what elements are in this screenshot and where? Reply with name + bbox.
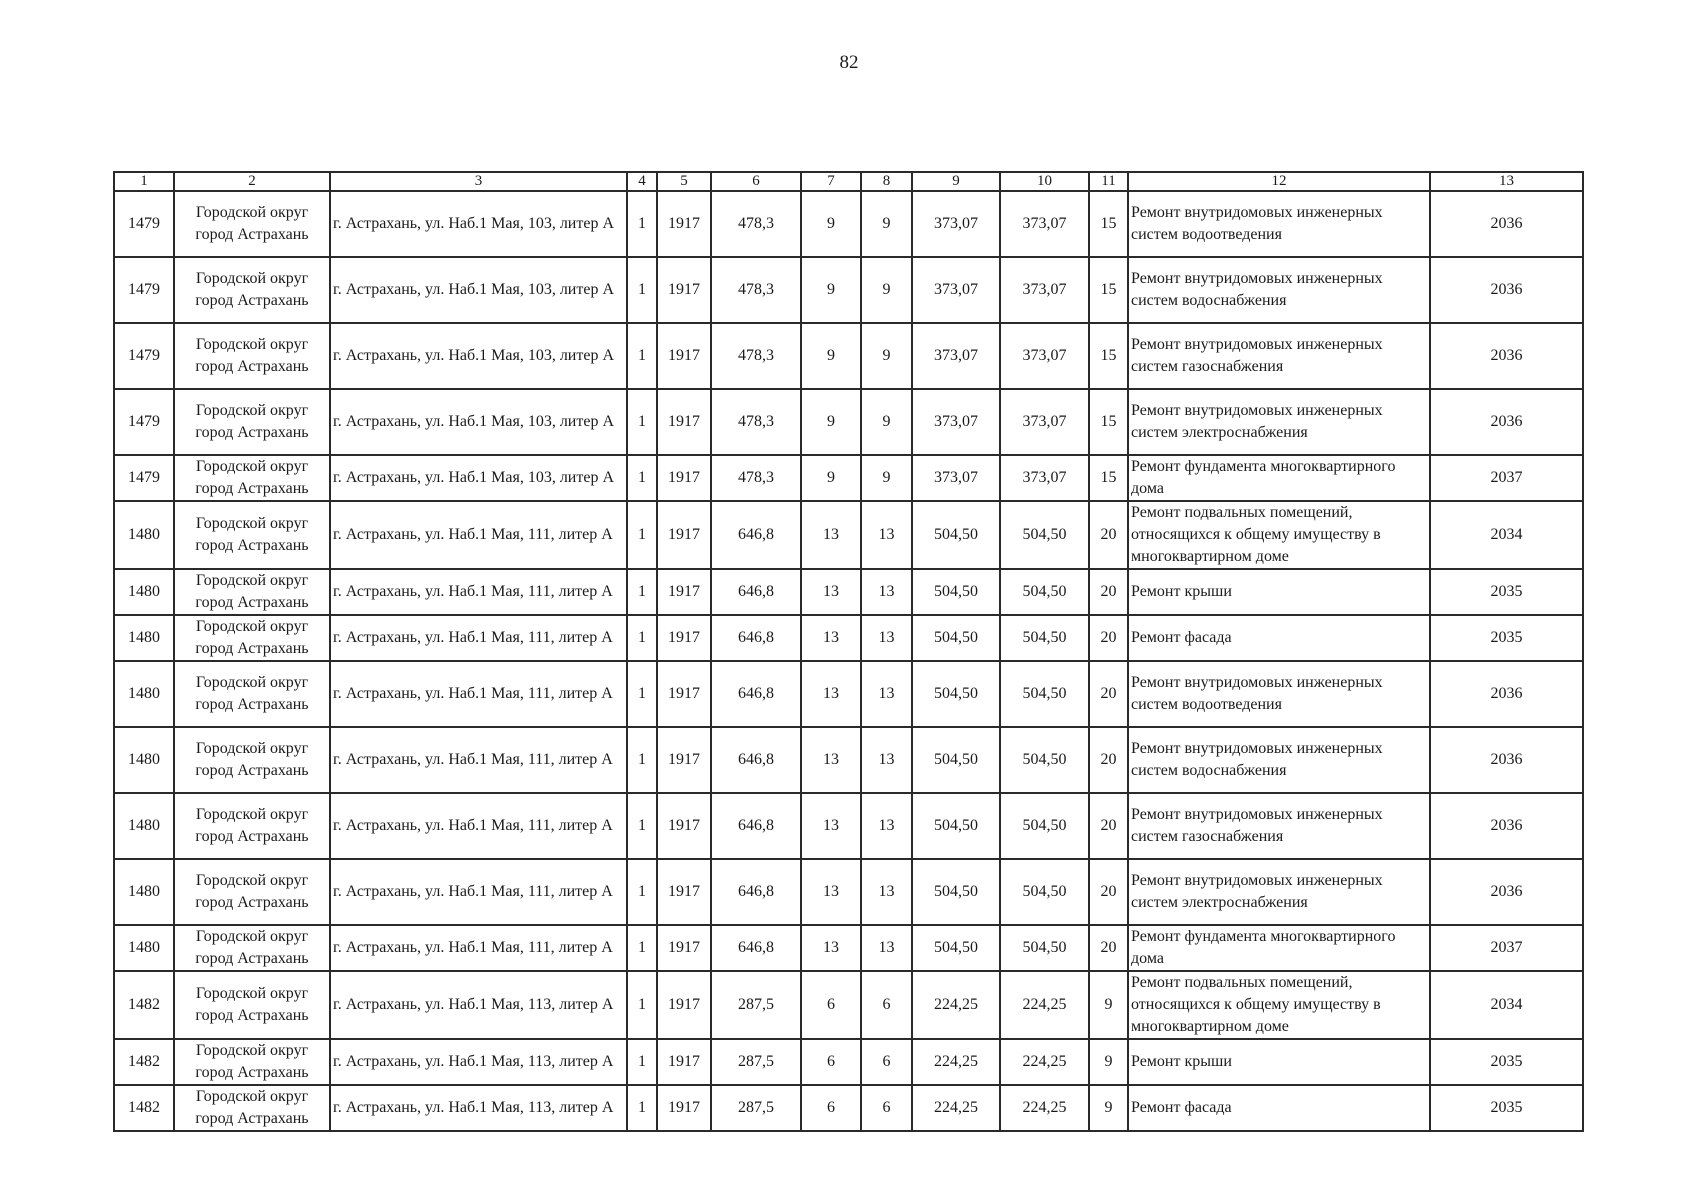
cell-address: г. Астрахань, ул. Наб.1 Мая, 111, литер А <box>330 615 627 661</box>
cell-municipality: Городской округ город Астрахань <box>174 615 330 661</box>
cell-row-id: 1480 <box>114 859 174 925</box>
cell-build-year: 1917 <box>657 661 711 727</box>
cell-owned-area: 504,50 <box>1000 793 1089 859</box>
table-row <box>114 727 1583 793</box>
cell-residential-count: 13 <box>861 661 912 727</box>
cell-build-year: 1917 <box>657 1039 711 1085</box>
cell-row-id: 1480 <box>114 501 174 569</box>
cell-address: г. Астрахань, ул. Наб.1 Мая, 103, литер А <box>330 191 627 257</box>
cell-residents-count: 20 <box>1089 727 1128 793</box>
cell-residential-count: 6 <box>861 971 912 1039</box>
cell-total-area: 646,8 <box>711 615 801 661</box>
cell-apartments-count: 13 <box>801 661 861 727</box>
cell-address: г. Астрахань, ул. Наб.1 Мая, 111, литер А <box>330 925 627 971</box>
table-header-row <box>114 172 1583 191</box>
cell-repair-year: 2034 <box>1430 971 1583 1039</box>
cell-total-area: 646,8 <box>711 727 801 793</box>
cell-total-area: 646,8 <box>711 661 801 727</box>
cell-owned-area: 373,07 <box>1000 389 1089 455</box>
cell-residential-area: 224,25 <box>912 971 1000 1039</box>
cell-total-area: 646,8 <box>711 793 801 859</box>
table-row <box>114 661 1583 727</box>
cell-total-area: 287,5 <box>711 971 801 1039</box>
column-header-6: 6 <box>711 172 801 191</box>
cell-residents-count: 20 <box>1089 661 1128 727</box>
cell-municipality: Городской округ город Астрахань <box>174 191 330 257</box>
column-header-3: 3 <box>330 172 627 191</box>
cell-total-area: 287,5 <box>711 1085 801 1131</box>
cell-address: г. Астрахань, ул. Наб.1 Мая, 111, литер А <box>330 793 627 859</box>
cell-residential-count: 13 <box>861 925 912 971</box>
cell-buildings-count: 1 <box>627 257 657 323</box>
cell-address: г. Астрахань, ул. Наб.1 Мая, 103, литер А <box>330 323 627 389</box>
column-header-5: 5 <box>657 172 711 191</box>
column-header-1: 1 <box>114 172 174 191</box>
cell-work-type: Ремонт фасада <box>1128 615 1430 661</box>
cell-apartments-count: 13 <box>801 727 861 793</box>
cell-buildings-count: 1 <box>627 793 657 859</box>
cell-residents-count: 9 <box>1089 1039 1128 1085</box>
cell-buildings-count: 1 <box>627 971 657 1039</box>
cell-total-area: 478,3 <box>711 389 801 455</box>
cell-work-type: Ремонт внутридомовых инженерных систем водоснабжения <box>1128 727 1430 793</box>
cell-buildings-count: 1 <box>627 1039 657 1085</box>
cell-residential-area: 224,25 <box>912 1085 1000 1131</box>
cell-owned-area: 373,07 <box>1000 323 1089 389</box>
table-row <box>114 501 1583 569</box>
cell-buildings-count: 1 <box>627 569 657 615</box>
table-row <box>114 257 1583 323</box>
cell-residents-count: 15 <box>1089 323 1128 389</box>
cell-residents-count: 20 <box>1089 925 1128 971</box>
cell-municipality: Городской округ город Астрахань <box>174 501 330 569</box>
table-row <box>114 859 1583 925</box>
cell-address: г. Астрахань, ул. Наб.1 Мая, 111, литер А <box>330 859 627 925</box>
column-header-11: 11 <box>1089 172 1128 191</box>
cell-residential-area: 504,50 <box>912 501 1000 569</box>
cell-apartments-count: 9 <box>801 455 861 501</box>
cell-residential-area: 504,50 <box>912 925 1000 971</box>
cell-buildings-count: 1 <box>627 191 657 257</box>
cell-residential-area: 373,07 <box>912 389 1000 455</box>
cell-apartments-count: 13 <box>801 615 861 661</box>
table-row <box>114 1039 1583 1085</box>
capital-repair-table <box>113 171 1584 1132</box>
cell-municipality: Городской округ город Астрахань <box>174 859 330 925</box>
cell-residential-area: 373,07 <box>912 191 1000 257</box>
cell-residential-count: 13 <box>861 727 912 793</box>
table-row <box>114 569 1583 615</box>
cell-work-type: Ремонт подвальных помещений, относящихся к общему имуществу в многоквартирном доме <box>1128 501 1430 569</box>
cell-residential-count: 13 <box>861 793 912 859</box>
cell-address: г. Астрахань, ул. Наб.1 Мая, 111, литер А <box>330 501 627 569</box>
cell-row-id: 1480 <box>114 615 174 661</box>
cell-row-id: 1480 <box>114 569 174 615</box>
cell-owned-area: 504,50 <box>1000 727 1089 793</box>
cell-residential-area: 504,50 <box>912 859 1000 925</box>
cell-work-type: Ремонт фасада <box>1128 1085 1430 1131</box>
cell-row-id: 1480 <box>114 925 174 971</box>
cell-row-id: 1479 <box>114 257 174 323</box>
cell-address: г. Астрахань, ул. Наб.1 Мая, 113, литер А <box>330 971 627 1039</box>
cell-row-id: 1479 <box>114 323 174 389</box>
table-row <box>114 925 1583 971</box>
cell-repair-year: 2037 <box>1430 455 1583 501</box>
cell-owned-area: 224,25 <box>1000 1039 1089 1085</box>
cell-buildings-count: 1 <box>627 323 657 389</box>
cell-municipality: Городской округ город Астрахань <box>174 971 330 1039</box>
column-header-13: 13 <box>1430 172 1583 191</box>
cell-address: г. Астрахань, ул. Наб.1 Мая, 103, литер А <box>330 389 627 455</box>
column-header-2: 2 <box>174 172 330 191</box>
cell-residential-count: 13 <box>861 859 912 925</box>
cell-address: г. Астрахань, ул. Наб.1 Мая, 103, литер А <box>330 455 627 501</box>
cell-municipality: Городской округ город Астрахань <box>174 925 330 971</box>
cell-address: г. Астрахань, ул. Наб.1 Мая, 111, литер А <box>330 569 627 615</box>
cell-repair-year: 2036 <box>1430 727 1583 793</box>
cell-residential-count: 9 <box>861 323 912 389</box>
cell-residents-count: 20 <box>1089 615 1128 661</box>
cell-residential-area: 504,50 <box>912 793 1000 859</box>
cell-apartments-count: 9 <box>801 389 861 455</box>
cell-work-type: Ремонт внутридомовых инженерных систем водоотведения <box>1128 191 1430 257</box>
cell-residents-count: 9 <box>1089 971 1128 1039</box>
cell-residential-count: 6 <box>861 1039 912 1085</box>
cell-residential-count: 13 <box>861 569 912 615</box>
cell-work-type: Ремонт внутридомовых инженерных систем водоснабжения <box>1128 257 1430 323</box>
table-body <box>114 172 1583 1131</box>
cell-row-id: 1480 <box>114 661 174 727</box>
cell-municipality: Городской округ город Астрахань <box>174 323 330 389</box>
cell-residential-count: 9 <box>861 191 912 257</box>
cell-repair-year: 2036 <box>1430 257 1583 323</box>
table-row <box>114 455 1583 501</box>
cell-residents-count: 15 <box>1089 191 1128 257</box>
table-row <box>114 615 1583 661</box>
cell-build-year: 1917 <box>657 925 711 971</box>
column-header-7: 7 <box>801 172 861 191</box>
column-header-12: 12 <box>1128 172 1430 191</box>
cell-row-id: 1480 <box>114 727 174 793</box>
cell-address: г. Астрахань, ул. Наб.1 Мая, 111, литер А <box>330 727 627 793</box>
table-row <box>114 323 1583 389</box>
cell-work-type: Ремонт фундамента многоквартирного дома <box>1128 925 1430 971</box>
cell-total-area: 478,3 <box>711 323 801 389</box>
cell-owned-area: 373,07 <box>1000 191 1089 257</box>
cell-apartments-count: 6 <box>801 1085 861 1131</box>
cell-apartments-count: 13 <box>801 501 861 569</box>
cell-row-id: 1479 <box>114 389 174 455</box>
cell-total-area: 646,8 <box>711 859 801 925</box>
table-row <box>114 191 1583 257</box>
cell-municipality: Городской округ город Астрахань <box>174 257 330 323</box>
cell-repair-year: 2035 <box>1430 1085 1583 1131</box>
cell-build-year: 1917 <box>657 191 711 257</box>
cell-build-year: 1917 <box>657 389 711 455</box>
cell-buildings-count: 1 <box>627 661 657 727</box>
cell-residential-area: 504,50 <box>912 615 1000 661</box>
cell-row-id: 1479 <box>114 191 174 257</box>
cell-residential-count: 6 <box>861 1085 912 1131</box>
cell-repair-year: 2036 <box>1430 793 1583 859</box>
cell-work-type: Ремонт внутридомовых инженерных систем газоснабжения <box>1128 323 1430 389</box>
cell-owned-area: 224,25 <box>1000 971 1089 1039</box>
cell-repair-year: 2036 <box>1430 661 1583 727</box>
cell-residents-count: 20 <box>1089 793 1128 859</box>
cell-residential-area: 373,07 <box>912 455 1000 501</box>
cell-municipality: Городской округ город Астрахань <box>174 1039 330 1085</box>
cell-row-id: 1482 <box>114 1085 174 1131</box>
cell-row-id: 1479 <box>114 455 174 501</box>
cell-work-type: Ремонт фундамента многоквартирного дома <box>1128 455 1430 501</box>
cell-residential-count: 13 <box>861 501 912 569</box>
cell-repair-year: 2036 <box>1430 191 1583 257</box>
cell-build-year: 1917 <box>657 793 711 859</box>
cell-work-type: Ремонт внутридомовых инженерных систем электроснабжения <box>1128 859 1430 925</box>
cell-apartments-count: 13 <box>801 859 861 925</box>
cell-apartments-count: 13 <box>801 925 861 971</box>
cell-apartments-count: 6 <box>801 971 861 1039</box>
cell-residential-count: 13 <box>861 615 912 661</box>
cell-build-year: 1917 <box>657 971 711 1039</box>
cell-residential-area: 504,50 <box>912 569 1000 615</box>
cell-address: г. Астрахань, ул. Наб.1 Мая, 113, литер А <box>330 1085 627 1131</box>
cell-apartments-count: 9 <box>801 257 861 323</box>
cell-apartments-count: 9 <box>801 191 861 257</box>
cell-municipality: Городской округ город Астрахань <box>174 569 330 615</box>
cell-repair-year: 2035 <box>1430 1039 1583 1085</box>
cell-repair-year: 2035 <box>1430 615 1583 661</box>
cell-owned-area: 504,50 <box>1000 569 1089 615</box>
cell-residential-count: 9 <box>861 257 912 323</box>
cell-buildings-count: 1 <box>627 615 657 661</box>
cell-address: г. Астрахань, ул. Наб.1 Мая, 111, литер А <box>330 661 627 727</box>
cell-municipality: Городской округ город Астрахань <box>174 727 330 793</box>
cell-build-year: 1917 <box>657 727 711 793</box>
cell-work-type: Ремонт подвальных помещений, относящихся к общему имуществу в многоквартирном доме <box>1128 971 1430 1039</box>
cell-work-type: Ремонт внутридомовых инженерных систем электроснабжения <box>1128 389 1430 455</box>
cell-buildings-count: 1 <box>627 859 657 925</box>
cell-build-year: 1917 <box>657 859 711 925</box>
page-number: 82 <box>839 52 859 73</box>
cell-owned-area: 504,50 <box>1000 925 1089 971</box>
cell-apartments-count: 13 <box>801 793 861 859</box>
cell-build-year: 1917 <box>657 257 711 323</box>
cell-repair-year: 2036 <box>1430 389 1583 455</box>
cell-work-type: Ремонт внутридомовых инженерных систем газоснабжения <box>1128 793 1430 859</box>
cell-row-id: 1482 <box>114 971 174 1039</box>
cell-total-area: 646,8 <box>711 501 801 569</box>
column-header-8: 8 <box>861 172 912 191</box>
cell-apartments-count: 6 <box>801 1039 861 1085</box>
cell-buildings-count: 1 <box>627 501 657 569</box>
cell-residential-area: 224,25 <box>912 1039 1000 1085</box>
cell-residents-count: 15 <box>1089 389 1128 455</box>
cell-municipality: Городской округ город Астрахань <box>174 661 330 727</box>
cell-work-type: Ремонт внутридомовых инженерных систем водоотведения <box>1128 661 1430 727</box>
cell-total-area: 478,3 <box>711 257 801 323</box>
cell-residential-count: 9 <box>861 389 912 455</box>
column-header-4: 4 <box>627 172 657 191</box>
cell-work-type: Ремонт крыши <box>1128 1039 1430 1085</box>
cell-residents-count: 20 <box>1089 501 1128 569</box>
cell-residential-area: 373,07 <box>912 323 1000 389</box>
cell-municipality: Городской округ город Астрахань <box>174 1085 330 1131</box>
cell-build-year: 1917 <box>657 501 711 569</box>
cell-owned-area: 224,25 <box>1000 1085 1089 1131</box>
cell-residents-count: 20 <box>1089 859 1128 925</box>
cell-owned-area: 504,50 <box>1000 501 1089 569</box>
cell-row-id: 1480 <box>114 793 174 859</box>
cell-municipality: Городской округ город Астрахань <box>174 389 330 455</box>
cell-municipality: Городской округ город Астрахань <box>174 793 330 859</box>
cell-residential-area: 504,50 <box>912 727 1000 793</box>
cell-residents-count: 15 <box>1089 455 1128 501</box>
cell-owned-area: 504,50 <box>1000 859 1089 925</box>
cell-buildings-count: 1 <box>627 925 657 971</box>
cell-repair-year: 2034 <box>1430 501 1583 569</box>
table-row <box>114 971 1583 1039</box>
table-row <box>114 389 1583 455</box>
cell-repair-year: 2036 <box>1430 859 1583 925</box>
table-row <box>114 793 1583 859</box>
cell-total-area: 287,5 <box>711 1039 801 1085</box>
cell-build-year: 1917 <box>657 615 711 661</box>
cell-owned-area: 373,07 <box>1000 455 1089 501</box>
cell-repair-year: 2037 <box>1430 925 1583 971</box>
cell-repair-year: 2036 <box>1430 323 1583 389</box>
cell-owned-area: 504,50 <box>1000 615 1089 661</box>
cell-build-year: 1917 <box>657 323 711 389</box>
cell-residential-area: 373,07 <box>912 257 1000 323</box>
cell-owned-area: 504,50 <box>1000 661 1089 727</box>
cell-total-area: 646,8 <box>711 569 801 615</box>
cell-owned-area: 373,07 <box>1000 257 1089 323</box>
cell-municipality: Городской округ город Астрахань <box>174 455 330 501</box>
cell-residential-area: 504,50 <box>912 661 1000 727</box>
cell-residents-count: 20 <box>1089 569 1128 615</box>
cell-buildings-count: 1 <box>627 727 657 793</box>
column-header-9: 9 <box>912 172 1000 191</box>
cell-buildings-count: 1 <box>627 389 657 455</box>
cell-address: г. Астрахань, ул. Наб.1 Мая, 113, литер А <box>330 1039 627 1085</box>
cell-address: г. Астрахань, ул. Наб.1 Мая, 103, литер А <box>330 257 627 323</box>
cell-build-year: 1917 <box>657 569 711 615</box>
cell-residential-count: 9 <box>861 455 912 501</box>
cell-work-type: Ремонт крыши <box>1128 569 1430 615</box>
cell-repair-year: 2035 <box>1430 569 1583 615</box>
cell-apartments-count: 9 <box>801 323 861 389</box>
cell-total-area: 478,3 <box>711 191 801 257</box>
cell-residents-count: 9 <box>1089 1085 1128 1131</box>
cell-residents-count: 15 <box>1089 257 1128 323</box>
column-header-10: 10 <box>1000 172 1089 191</box>
cell-total-area: 646,8 <box>711 925 801 971</box>
table-row <box>114 1085 1583 1131</box>
cell-buildings-count: 1 <box>627 1085 657 1131</box>
cell-build-year: 1917 <box>657 455 711 501</box>
cell-build-year: 1917 <box>657 1085 711 1131</box>
cell-total-area: 478,3 <box>711 455 801 501</box>
cell-buildings-count: 1 <box>627 455 657 501</box>
cell-apartments-count: 13 <box>801 569 861 615</box>
cell-row-id: 1482 <box>114 1039 174 1085</box>
